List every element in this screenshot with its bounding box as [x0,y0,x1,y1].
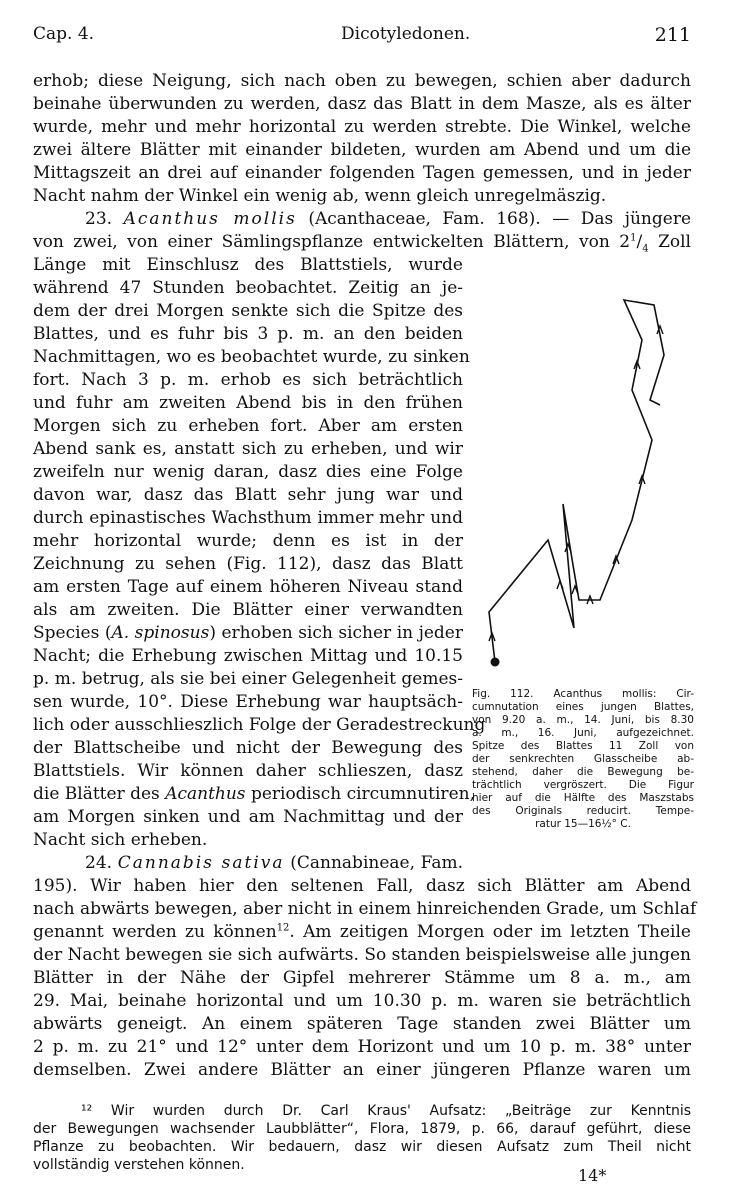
text-line [33,622,463,644]
text-line: 195). Wir haben hier den seltenen Fall, dasz sich Blätter am Abend [33,876,691,896]
trace-line [489,300,664,662]
text-line: am ersten Tage auf einem höheren Niveau stand [33,577,463,597]
text-line: fort. Nach 3 p. m. erhob es sich beträchtlich [33,370,463,390]
text-line: 29. Mai, beinahe horizontal und um 10.30 p. m. waren sie beträchtlich [33,991,691,1011]
text-line: Morgen sich zu erheben fort. Aber am ersten [33,416,463,436]
text-line: 2 p. m. zu 21° und 12° unter dem Horizont und um 10 p. m. 38° unter [33,1037,691,1057]
caption-line: Spitze des Blattes 11 Zoll von [472,740,694,752]
text-line: Blattstiels. Wir können daher schlieszen, dasz [33,761,463,781]
caption-line: stehend, daher die Bewegung be- [472,766,694,778]
text-line: der Nacht bewegen sie sich aufwärts. So standen beispielsweise alle jungen [33,945,691,965]
text-line: erhob; diese Neigung, sich nach oben zu bewegen, schien aber dadurch [33,71,691,91]
text-line: Länge mit Einschlusz des Blattstiels, wurde [33,255,463,275]
text-line: Nacht sich erheben. [33,830,208,850]
section-number: 24. [85,853,113,873]
text-line: wurde, mehr und mehr horizontal zu werden strebte. Die Winkel, welche [33,117,691,137]
section-number: 23. [85,209,113,229]
species-name: Cannabis sativa [117,853,285,873]
footnote-line: vollständig verstehen können. [33,1157,245,1173]
running-header [33,24,691,52]
text-fragment: periodisch circumnutiren, [250,784,475,804]
text-line: zweifeln nur wenig daran, dasz dies eine Folge [33,462,463,482]
fraction-denominator: 4 [642,243,649,255]
species-name: Acanthus [165,784,246,804]
signature-mark: 14* [578,1166,607,1185]
caption-line: cumnutation eines jungen Blattes, [472,701,694,713]
text-line [33,783,475,805]
figure-caption [472,688,694,831]
text-fragment: (Cannabineae, Fam. [290,853,463,873]
text-line [33,921,691,943]
text-fragment: ) erhoben sich sicher in jeder [209,623,463,643]
text-line: während 47 Stunden beobachtet. Zeitig an je- [33,278,463,298]
text-fragment: die Blätter des [33,784,160,804]
species-name: Acanthus mollis [123,209,297,229]
text-fragment: . Am zeitigen Morgen oder im letzten Theile [289,922,691,942]
text-line: davon war, dasz das Blatt sehr jung war und [33,485,463,505]
text-fragment: (Acanthaceae, Fam. 168). — Das jüngere [308,209,692,229]
text-line: p. m. betrug, als sie bei einer Gelegenheit gemes- [33,669,463,689]
caption-line: der senkrechten Glasscheibe ab- [472,753,694,765]
caption-line: des Originals reducirt. Tempe- [472,805,694,817]
text-line: zwei ältere Blätter mit einander bildeten, wurden am Abend und um die [33,140,691,160]
running-title: Dicotyledonen. [341,24,471,44]
section-heading-cannabis [33,852,463,874]
text-fragment: Zoll [658,232,691,252]
text-line: dem der drei Morgen senkte sich die Spitze des [33,301,463,321]
text-line: lich oder ausschlieszlich Folge der Geradestreckung [33,715,486,735]
text-line: Nacht nahm der Winkel ein wenig ab, wenn gleich unregelmäszig. [33,186,607,206]
text-line: am Morgen sinken und am Nachmittag und der [33,807,463,827]
page-number: 211 [654,24,691,46]
text-line: von zwei, von einer Sämlingspflanze entwickelten Blättern, von $2^1/_4$ Zoll [33,232,691,255]
text-line: Abend sank es, anstatt sich zu erheben, und wir [33,439,463,459]
start-dot [491,658,500,667]
text-line: Nachmittagen, wo es beobachtet wurde, zu sinken [33,347,470,367]
text-line: nach abwärts bewegen, aber nicht in einem hinreichenden Grade, um Schlaf [33,899,697,919]
caption-line: hier auf die Hälfte des Maszstabs [472,792,694,804]
chapter-label: Cap. 4. [33,24,95,44]
text-line: und fuhr am zweiten Abend bis in den frühen [33,393,463,413]
text-line: durch epinastisches Wachsthum immer mehr und [33,508,463,528]
text-fragment: genannt werden zu können [33,922,277,942]
text-line: Nacht; die Erhebung zwischen Mittag und 10.15 [33,646,463,666]
fraction-numerator: 1 [630,232,637,244]
footnote-line: Pflanze zu beobachten. Wir bedauern, dasz wir diesen Aufsatz zum Theil nicht [33,1139,691,1155]
text-fragment: von zwei, von einer Sämlingspflanze entwickelten Blättern, von 2 [33,232,631,252]
text-line: Blätter in der Nähe der Gipfel mehrerer Stämme um 8 a. m., am [33,968,691,988]
direction-arrow [557,581,563,589]
section-heading-acanthus [33,208,691,230]
text-line: sen wurde, 10°. Diese Erhebung war hauptsäch- [33,692,463,712]
text-line: Mittagszeit an drei auf einander folgenden Tagen gemessen, und in jeder [33,163,691,183]
caption-line: Fig. 112. Acanthus mollis: Cir- [472,688,694,700]
text-fragment: Species ( [33,623,112,643]
caption-line: ratur 15—16½° C. [535,818,631,830]
circumnutation-figure [470,288,695,683]
text-line: der Blattscheibe und nicht der Bewegung des [33,738,463,758]
text-line: abwärts geneigt. An einem späteren Tage standen zwei Blätter um [33,1014,691,1034]
text-line: demselben. Zwei andere Blätter an einer jüngeren Pflanze waren um [33,1060,691,1080]
footnote-line: ¹² Wir wurden durch Dr. Carl Kraus' Aufsatz: „Beiträge zur Kenntnis [81,1103,691,1119]
footnote-line: der Bewegungen wachsender Laubblätter“, Flora, 1879, p. 66, darauf geführt, diese [33,1121,691,1137]
text-line: Blattes, und es fuhr bis 3 p. m. an den beiden [33,324,463,344]
text-line: als am zweiten. Die Blätter einer verwandten [33,600,463,620]
caption-line: a. m., 16. Juni, aufgezeichnet. [472,727,694,739]
text-line: Zeichnung zu sehen (Fig. 112), dasz das Blatt [33,554,463,574]
movement-trace [489,300,664,667]
footnote-ref: 12 [276,922,290,934]
species-name: A. spinosus [111,623,210,643]
text-line: mehr horizontal wurde; denn es ist in der [33,531,463,551]
caption-line: von 9.20 a. m., 14. Juni, bis 8.30 [472,714,694,726]
caption-line: trächtlich vergröszert. Die Figur [472,779,694,791]
text-line: beinahe überwunden zu werden, dasz das Blatt in dem Masze, als es älter [33,94,691,114]
